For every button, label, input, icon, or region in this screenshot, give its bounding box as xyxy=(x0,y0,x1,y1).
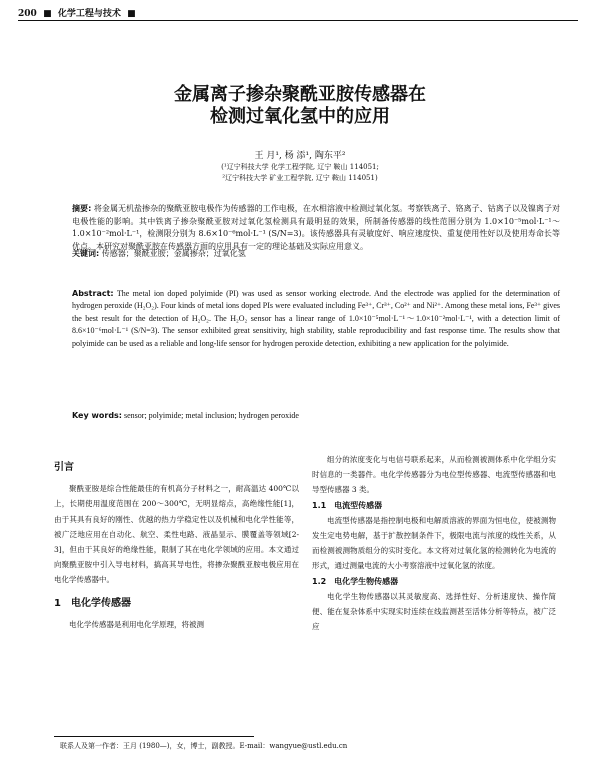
paper-title xyxy=(0,84,600,128)
abstract-zh-text: 将金属无机盐掺杂的聚酰亚胺电极作为传感器的工作电极，在水相溶液中检测过氧化氢。考察铁离子、铬离子、钴离子以及镍离子对电极性能的影响。其中铁离子掺杂聚酰亚胺对过氧化氢检测具有最明显的效果，所制备传感器的线性范围分别为 1.0×10⁻⁵mol·L⁻¹～1.0×10⁻²mol·L⁻¹，检测限分别为 8.6×10⁻⁶mol·L⁻¹ (S/N=3)。该传感器具有灵敏度好、响应速度快、重复使用性好以及使用寿命长等优点。本研究对聚酰亚胺在传感器方面的应用具有一定的理论基础及实际应用意义。 xyxy=(72,204,561,251)
section-1-paragraph: 电化学传感器是利用电化学原理，将被测 xyxy=(69,619,204,629)
section-1-2-heading: 1.2 电化学生物传感器 xyxy=(312,576,399,586)
right-paragraph-1: 组分的浓度变化与电信号联系起来，从而检测被测体系中化学组分实时信息的一类器件。电化学传感器分为电位型传感器、电流型传感器和电导型传感器 3 类。 xyxy=(312,455,556,495)
keywords-en-text: sensor; polyimide; metal inclusion; hydrogen peroxide xyxy=(124,411,299,420)
title-line-2: 检测过氧化氢中的应用 xyxy=(210,106,390,127)
keywords-zh-label: 关键词: xyxy=(72,249,100,258)
intro-paragraph: 聚酰亚胺是综合性能最佳的有机高分子材料之一，耐高温达 400℃以上，长期使用温度范围在 200～300℃，无明显熔点，高绝缘性能[1]，由于其具有良好的刚性、优越的热力学稳定性以及机械和电化学性能等，被广泛地应用在自动化、航空、柔性电路、液晶显示、膜覆盖等领域[2-3]，但由于其良好的绝缘性能，限制了其在电化学领域的应用。本文通过向聚酰亚胺中引入导电材料，搞高其导电性，将掺杂聚酰亚胺电极应用在电化学传感器中。 xyxy=(54,484,299,585)
keywords-zh-text: 传感器；聚酰亚胺；金属掺杂；过氧化氢 xyxy=(101,249,246,258)
section-1-1-heading: 1.1 电流型传感器 xyxy=(312,500,383,510)
body-right-column xyxy=(312,452,556,634)
keywords-zh xyxy=(72,248,560,261)
affiliations xyxy=(0,162,600,184)
abstract-zh-label: 摘要: xyxy=(72,204,92,213)
body-left-column xyxy=(54,452,299,632)
affiliation-1: (¹辽宁科技大学 化学工程学院, 辽宁 鞍山 114051; xyxy=(221,163,379,171)
section-1-heading: 1 电化学传感器 xyxy=(54,597,131,609)
abstract-en-text: The metal ion doped polyimide (PI) was used as sensor working electrode. And the electrode was applied for the determination of hydrogen peroxide (H₂O₂). Four kinds of metal ions doped PIs were evaluated including Fe³⁺, Cr³⁺, Co²⁺ and Ni²⁺. Among these metal ions, Fe³⁺ gives the best result for the detection of H₂O₂. The H₂O₂ sensor has a linear range of 1.0×10⁻⁵mol·L⁻¹～1.0×10⁻²mol·L⁻¹, with a detection limit of 8.6×10⁻⁶mol·L⁻¹ (S/N=3). The sensor exhibited great sensitivity, high stability, stable reproducibility and fast response time. The results show that polyimide can be used as a reliable and long-life sensor for hydrogen peroxide detection, exhibiting a new application for the polyimide. xyxy=(72,289,561,348)
abstract-en xyxy=(72,288,560,350)
keywords-en-label: Key words: xyxy=(72,411,123,420)
keywords-en xyxy=(72,410,560,423)
running-header: 200 ■ 化学工程与技术 ■ xyxy=(18,9,136,19)
title-line-1: 金属离子掺杂聚酰亚胺传感器在 xyxy=(174,84,426,105)
intro-heading: 引言 xyxy=(54,462,74,473)
journal-name: 化学工程与技术 xyxy=(57,9,121,19)
abstract-en-label: Abstract: xyxy=(72,289,114,298)
authors: 王 月¹, 杨 添¹, 陶东平² xyxy=(254,151,346,161)
abstract-zh xyxy=(72,203,560,253)
right-paragraph-2: 电流型传感器是指控制电极和电解质溶液的界面为恒电位，使被测物发生定电势电解，基于扩散控制条件下，极限电流与浓度的线性关系，从而检测被测物质组分的实时变化。本文将对过氧化氢的检测转化为电流的形式，通过测量电流的大小考察溶液中过氧化氢的浓度。 xyxy=(312,515,556,571)
footnote: 联系人及第一作者：王月 (1980—)，女，博士，副教授。E-mail：wangyue@ustl.edu.cn xyxy=(60,742,348,750)
footnote-rule xyxy=(54,736,254,737)
right-paragraph-3: 电化学生物传感器以其灵敏度高、选择性好、分析速度快、操作简便、能在复杂体系中实现实时连续在线监测甚至活体分析等特点，被广泛应 xyxy=(312,591,556,632)
header-rule xyxy=(18,20,578,21)
page-number: 200 xyxy=(18,9,37,19)
affiliation-2: ²辽宁科技大学 矿业工程学院, 辽宁 鞍山 114051) xyxy=(222,174,378,182)
